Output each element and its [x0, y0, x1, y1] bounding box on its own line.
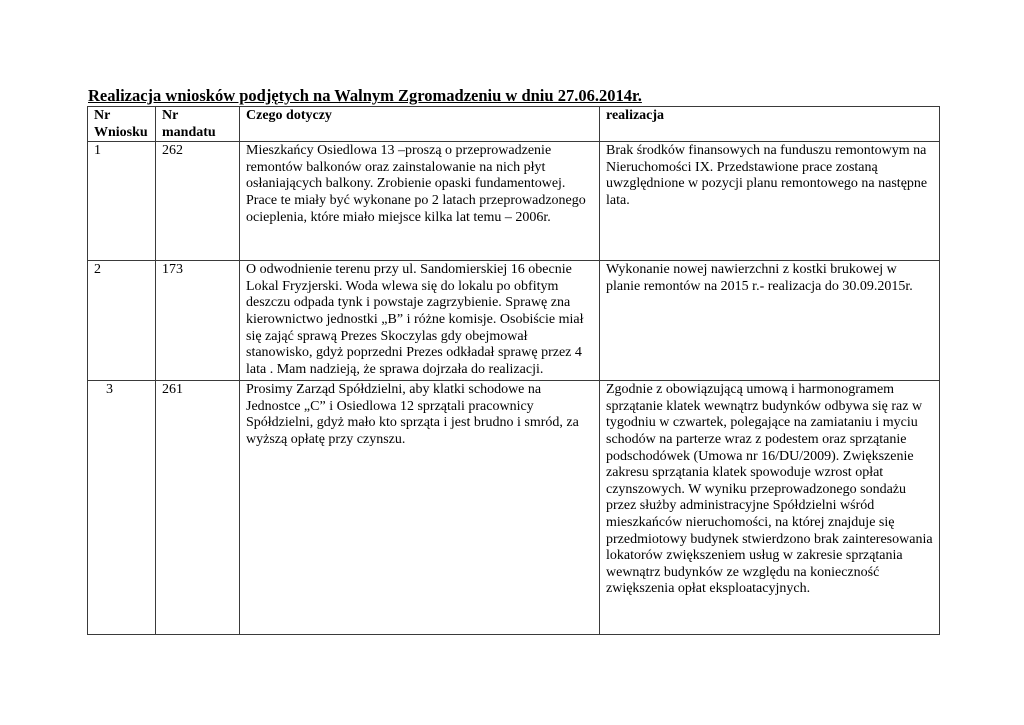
cell-czego-dotyczy: Mieszkańcy Osiedlowa 13 –proszą o przeprowadzenie remontów balkonów oraz zainstalowanie na nich płyt osłaniających balkony. Zrobienie opaski fundamentowej. Prace te miały być wykonane po 2 latach przeprowadzonego ocieplenia, które miało miejsce kilka lat temu – 2006r. [240, 142, 600, 261]
cell-realizacja: Zgodnie z obowiązującą umową i harmonogramem sprzątanie klatek wewnątrz budynków odbywa się raz w tygodniu w czwartek, polegające na zamiataniu i myciu schodów na parterze wraz z podestem oraz sprzątanie podschodówek (Umowa nr 16/DU/2009). Zwiększenie zakresu sprzątania klatek spowoduje wzrost opłat czynszowych. W wyniku przeprowadzonego sondażu przez służby administracyjne Spółdzielni wśród mieszkańców nieruchomości, na której znajduje się przedmiotowy budynek stwierdzono brak zainteresowania lokatorów zwiększeniem usług w zakresie sprzątania wewnątrz budynków ze względu na konieczność zwiększenia opłat eksploatacyjnych. [600, 381, 940, 635]
table-row [88, 261, 940, 381]
header-nr-wniosku: Nr Wniosku [88, 107, 156, 142]
cell-nr-mandatu: 173 [156, 261, 240, 381]
cell-realizacja: Wykonanie nowej nawierzchni z kostki brukowej w planie remontów na 2015 r.- realizacja do 30.09.2015r. [600, 261, 940, 381]
cell-nr-mandatu: 262 [156, 142, 240, 261]
cell-czego-dotyczy: O odwodnienie terenu przy ul. Sandomierskiej 16 obecnie Lokal Fryzjerski. Woda wlewa się do lokalu po obfitym deszczu odpada tynk i powstaje zagrzybienie. Sprawę zna kierownictwo jednostki „B” i różne komisje. Osobiście miał się zająć sprawą Prezes Skoczylas gdy obejmował stanowisko, gdyż poprzedni Prezes odkładał sprawę przez 4 lata . Mam nadzieją, że sprawa dojrzała do realizacji. [240, 261, 600, 381]
cell-realizacja: Brak środków finansowych na funduszu remontowym na Nieruchomości IX. Przedstawione prace zostaną uwzględnione w pozycji planu remontowego na następne lata. [600, 142, 940, 261]
cell-czego-dotyczy: Prosimy Zarząd Spółdzielni, aby klatki schodowe na Jednostce „C” i Osiedlowa 12 sprzątali pracownicy Spółdzielni, gdyż mało kto sprząta i jest brudno i smród, za wyższą opłatę przy czynszu. [240, 381, 600, 635]
header-nr-mandatu: Nr mandatu [156, 107, 240, 142]
cell-nr-mandatu: 261 [156, 381, 240, 635]
requests-table [87, 106, 940, 635]
document-title: Realizacja wniosków podjętych na Walnym Zgromadzeniu w dniu 27.06.2014r. [88, 86, 642, 105]
header-czego-dotyczy: Czego dotyczy [240, 107, 600, 142]
table-row [88, 142, 940, 261]
cell-nr-wniosku: 2 [88, 261, 156, 381]
table-header-row [88, 107, 940, 142]
cell-nr-wniosku: 3 [88, 381, 156, 635]
header-realizacja: realizacja [600, 107, 940, 142]
cell-nr-wniosku: 1 [88, 142, 156, 261]
table-row [88, 381, 940, 635]
